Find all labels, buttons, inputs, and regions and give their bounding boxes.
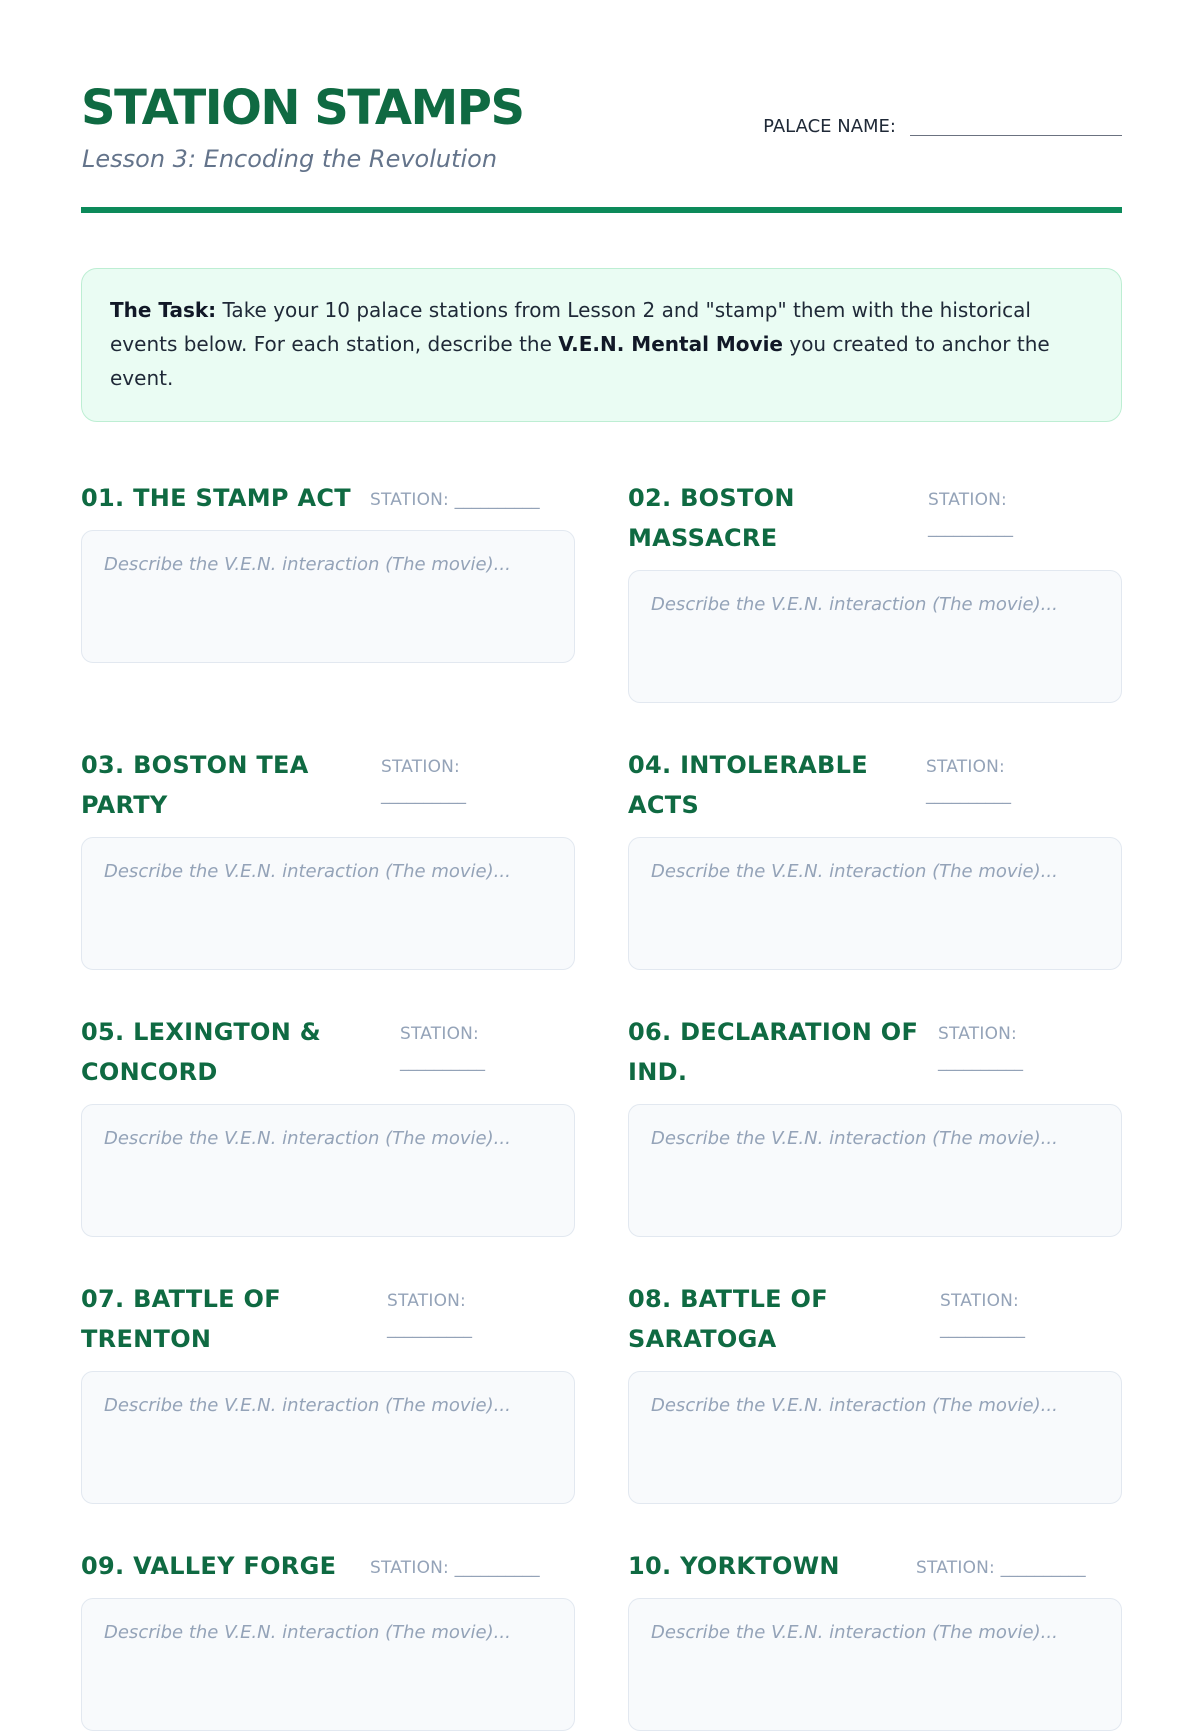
station-blank[interactable]: __________: [400, 1052, 485, 1072]
page-title: STATION STAMPS: [81, 80, 524, 136]
event-item-10: [628, 1546, 1122, 1731]
task-emphasis: V.E.N. Mental Movie: [558, 332, 783, 356]
movie-description-input[interactable]: Describe the V.E.N. interaction (The movie)...: [81, 1104, 575, 1237]
event-title: 08. BATTLE OF SARATOGA: [628, 1285, 828, 1353]
palace-name-field: [763, 116, 1122, 138]
task-text-1: Take your 10 palace stations from Lesson 2 and "stamp" them with the historical events below. For each station, describe the: [110, 298, 1031, 356]
event-item-07: [81, 1279, 575, 1504]
station-field: [940, 1291, 1060, 1339]
movie-description-input[interactable]: Describe the V.E.N. interaction (The movie)...: [628, 1598, 1122, 1731]
station-blank[interactable]: __________: [940, 1319, 1025, 1339]
station-label: STATION:: [926, 757, 1005, 777]
station-label: STATION:: [370, 1558, 449, 1578]
station-blank[interactable]: __________: [926, 785, 1011, 805]
event-item-05: [81, 1012, 575, 1237]
station-label: STATION:: [370, 490, 449, 510]
worksheet-page: [81, 0, 1122, 1643]
event-title: 10. YORKTOWN: [628, 1552, 840, 1580]
event-title: 04. INTOLERABLE ACTS: [628, 751, 868, 819]
movie-description-input[interactable]: Describe the V.E.N. interaction (The movie)...: [81, 530, 575, 663]
event-title: 09. VALLEY FORGE: [81, 1552, 337, 1580]
station-field: [381, 757, 501, 805]
palace-name-blank[interactable]: [910, 135, 1122, 136]
header: [81, 0, 1122, 214]
station-label: STATION:: [387, 1291, 466, 1311]
event-title: 05. LEXINGTON & CONCORD: [81, 1018, 321, 1086]
station-field: [387, 1291, 507, 1339]
station-label: STATION:: [381, 757, 460, 777]
movie-description-input[interactable]: Describe the V.E.N. interaction (The movie)...: [628, 837, 1122, 970]
task-lead: The Task:: [110, 298, 217, 322]
movie-description-input[interactable]: Describe the V.E.N. interaction (The movie)...: [628, 1371, 1122, 1504]
station-blank[interactable]: __________: [928, 518, 1013, 538]
palace-name-label: PALACE NAME:: [763, 116, 896, 137]
movie-description-input[interactable]: Describe the V.E.N. interaction (The movie)...: [81, 837, 575, 970]
station-field: [938, 1024, 1058, 1072]
task-box: [81, 268, 1122, 422]
movie-description-input[interactable]: Describe the V.E.N. interaction (The movie)...: [628, 570, 1122, 703]
event-item-04: [628, 745, 1122, 970]
station-field: [916, 1558, 1086, 1578]
movie-description-input[interactable]: Describe the V.E.N. interaction (The movie)...: [81, 1371, 575, 1504]
station-blank[interactable]: __________: [938, 1052, 1023, 1072]
event-item-09: [81, 1546, 575, 1731]
station-label: STATION:: [928, 490, 1007, 510]
event-title: 07. BATTLE OF TRENTON: [81, 1285, 281, 1353]
task-text-2: you created to anchor the event.: [110, 332, 1050, 390]
event-title: 01. THE STAMP ACT: [81, 484, 351, 512]
station-field: [370, 490, 540, 510]
station-label: STATION:: [400, 1024, 479, 1044]
station-field: [928, 490, 1048, 538]
station-field: [926, 757, 1046, 805]
station-field: [400, 1024, 520, 1072]
station-field: [370, 1558, 540, 1578]
station-label: STATION:: [940, 1291, 1019, 1311]
event-title: 02. BOSTON MASSACRE: [628, 484, 795, 552]
station-blank[interactable]: __________: [454, 1558, 540, 1578]
event-item-08: [628, 1279, 1122, 1504]
event-title: 03. BOSTON TEA PARTY: [81, 751, 309, 819]
station-blank[interactable]: __________: [387, 1319, 472, 1339]
station-blank[interactable]: __________: [454, 490, 540, 510]
header-divider: [81, 207, 1122, 213]
station-label: STATION:: [938, 1024, 1017, 1044]
station-blank[interactable]: __________: [381, 785, 466, 805]
station-blank[interactable]: __________: [1000, 1558, 1086, 1578]
event-item-06: [628, 1012, 1122, 1237]
event-item-01: [81, 478, 575, 663]
event-item-03: [81, 745, 575, 970]
event-item-02: [628, 478, 1122, 703]
station-label: STATION:: [916, 1558, 995, 1578]
movie-description-input[interactable]: Describe the V.E.N. interaction (The movie)...: [628, 1104, 1122, 1237]
movie-description-input[interactable]: Describe the V.E.N. interaction (The movie)...: [81, 1598, 575, 1731]
page-subtitle: Lesson 3: Encoding the Revolution: [82, 145, 498, 173]
event-title: 06. DECLARATION OF IND.: [628, 1018, 919, 1086]
